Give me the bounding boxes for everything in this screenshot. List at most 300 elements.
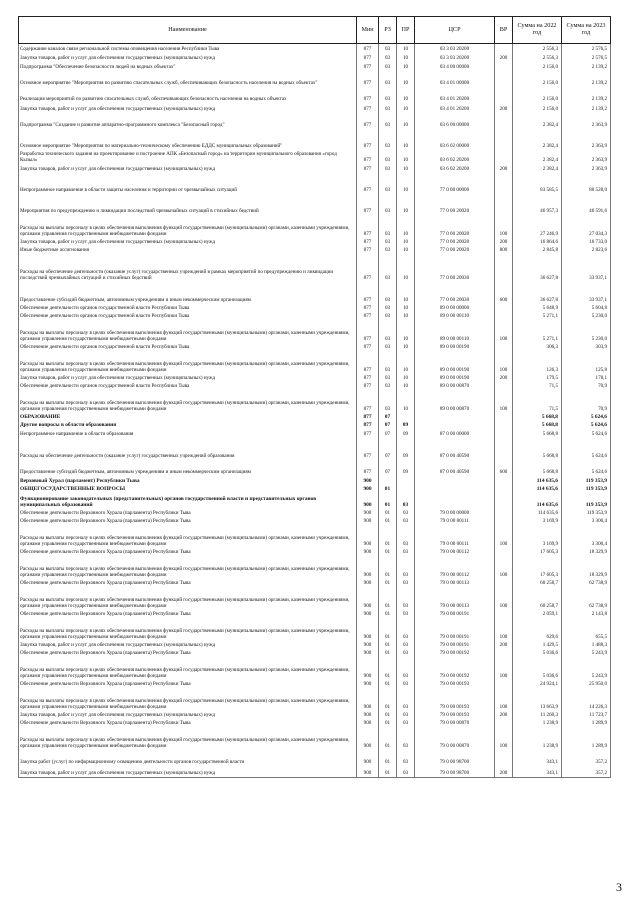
cell-pr: 10 [397,374,415,382]
cell-pr: 10 [397,343,415,351]
cell-rz: 03 [379,71,397,87]
cell-pr: 03 [397,711,415,719]
table-row [19,688,611,711]
cell-pr: 10 [397,113,415,129]
cell-sum-2022: 1 238,9 [513,727,562,750]
cell-csr: 03 3 03 20200 [415,44,495,53]
cell-vr: 200 [495,164,513,173]
col-header-sum-2023: Сумма на 2023 год [562,17,611,44]
cell-min: 900 [357,485,379,493]
cell-vr [495,343,513,351]
table-row [19,649,611,657]
cell-pr: 03 [397,579,415,587]
cell-rz: 01 [379,680,397,688]
cell-rz: 01 [379,727,397,750]
cell-min: 900 [357,525,379,548]
table-row [19,493,611,509]
table-row [19,641,611,649]
cell-csr: 77 0 00 20020 [415,246,495,254]
cell-name: Обеспечение деятельности органов государственной власти Республики Тыва [19,343,357,351]
cell-csr: 87 0 00 40590 [415,460,495,476]
cell-sum-2023: 2 576,5 [562,53,611,62]
cell-csr: 87 0 00 00000 [415,429,495,438]
cell-name: Реализация мероприятий по развитию спасательных служб, обеспечивающих безопасность населения на водных объектах [19,87,357,103]
table-row [19,421,611,429]
table-row [19,657,611,680]
cell-sum-2022: 24 924,1 [513,680,562,688]
cell-csr: 89 0 00 00870 [415,382,495,390]
cell-sum-2022: 3 169,9 [513,517,562,525]
table-row [19,610,611,618]
cell-name: Расходы на выплаты персоналу в целях обеспечения выполнения функций государственными (муниципальными) органами, казенными учреждениями, органами управления государственными внебюджетными фондами [19,657,357,680]
table-row [19,556,611,579]
cell-sum-2023: 62 738,9 [562,579,611,587]
col-header-min: Мин [357,17,379,44]
cell-rz: 03 [379,312,397,320]
cell-sum-2023: 3 300,4 [562,525,611,548]
cell-pr: 10 [397,87,415,103]
cell-min: 877 [357,246,379,254]
table-row [19,382,611,390]
cell-pr: 10 [397,304,415,312]
cell-sum-2023: 5 230,0 [562,312,611,320]
cell-vr: 800 [495,246,513,254]
cell-min: 900 [357,680,379,688]
cell-sum-2022: 27 246,9 [513,215,562,238]
cell-pr: 03 [397,649,415,657]
cell-min: 900 [357,766,379,778]
cell-csr: 03 3 03 20200 [415,53,495,62]
cell-vr: 600 [495,460,513,476]
cell-sum-2022: 2 382,4 [513,164,562,173]
cell-min: 900 [357,548,379,556]
cell-rz: 01 [379,493,397,509]
cell-sum-2022: 5 271,1 [513,320,562,343]
cell-min: 877 [357,382,379,390]
cell-sum-2023: 2 576,5 [562,44,611,53]
cell-sum-2023: 46 591,6 [562,194,611,215]
cell-sum-2022: 5 668,8 [513,413,562,421]
cell-csr: 79 0 00 00113 [415,587,495,610]
cell-pr: 10 [397,129,415,150]
cell-sum-2023: 16 733,0 [562,238,611,246]
cell-sum-2022: 60 258,7 [513,587,562,610]
cell-pr: 03 [397,587,415,610]
cell-name: Обеспечение деятельности Верховного Хурала (парламента) Республики Тыва [19,548,357,556]
cell-vr: 200 [495,103,513,113]
cell-vr: 200 [495,374,513,382]
cell-csr: 79 0 00 00193 [415,680,495,688]
cell-min: 877 [357,87,379,103]
budget-table-page [18,16,610,778]
col-header-rz: РЗ [379,17,397,44]
cell-min: 877 [357,53,379,62]
cell-sum-2022: 126,3 [513,351,562,374]
budget-table [18,16,611,778]
cell-pr: 03 [397,719,415,727]
cell-vr: 600 [495,282,513,304]
cell-rz: 03 [379,194,397,215]
cell-csr: 77 0 00 20020 [415,238,495,246]
table-row [19,351,611,374]
cell-rz: 07 [379,438,397,460]
cell-sum-2023: 119 353,9 [562,493,611,509]
cell-name: Расходы на выплаты персоналу в целях обеспечения выполнения функций государственными (муниципальными) органами, казенными учреждениями, органами управления государственными внебюджетными фондами [19,556,357,579]
table-row [19,727,611,750]
table-row [19,750,611,766]
cell-pr: 10 [397,238,415,246]
cell-vr [495,173,513,194]
cell-sum-2023: 2 139,2 [562,87,611,103]
cell-sum-2023: 2 363,9 [562,129,611,150]
col-header-pr: ПР [397,17,415,44]
cell-min: 900 [357,618,379,641]
cell-pr: 10 [397,53,415,62]
cell-min: 900 [357,641,379,649]
cell-rz: 01 [379,579,397,587]
table-row [19,766,611,778]
cell-pr: 10 [397,71,415,87]
cell-sum-2022: 114 635,6 [513,476,562,485]
page-number: 3 [616,880,622,894]
cell-sum-2023: 70,9 [562,390,611,413]
cell-min: 877 [357,62,379,71]
cell-name: Расходы на выплаты персоналу в целях обеспечения выполнения функций государственными (муниципальными) органами, казенными учреждениями, органами управления государственными внебюджетными фондами [19,320,357,343]
cell-csr: 79 0 00 98700 [415,750,495,766]
cell-rz: 01 [379,711,397,719]
cell-rz: 01 [379,517,397,525]
cell-csr: 79 0 00 98700 [415,766,495,778]
cell-min: 900 [357,727,379,750]
cell-rz: 01 [379,641,397,649]
cell-name: Предоставление субсидий бюджетным, автономным учреждениям и иным некоммерческим организациям [19,460,357,476]
cell-name: Непрограммное направление в области защиты населения и территории от чрезвычайных ситуаций [19,173,357,194]
cell-pr [397,485,415,493]
cell-name: Расходы на выплаты персоналу в целях обеспечения выполнения функций государственными (муниципальными) органами, казенными учреждениями, органами управления государственными внебюджетными фондами [19,587,357,610]
cell-csr: 77 0 00 20030 [415,254,495,282]
cell-csr [415,485,495,493]
cell-csr: 77 0 00 20020 [415,215,495,238]
cell-min: 877 [357,438,379,460]
cell-rz [379,476,397,485]
cell-sum-2023: 5 230,0 [562,320,611,343]
cell-vr [495,129,513,150]
cell-pr: 10 [397,194,415,215]
cell-sum-2023: 14 226,3 [562,688,611,711]
cell-sum-2023: 5 243,9 [562,649,611,657]
cell-vr [495,548,513,556]
cell-vr [495,493,513,509]
cell-sum-2022: 71,5 [513,382,562,390]
table-row [19,374,611,382]
cell-sum-2022: 2 845,8 [513,246,562,254]
table-row [19,87,611,103]
cell-rz: 03 [379,374,397,382]
cell-sum-2022: 17 605,3 [513,548,562,556]
cell-pr: 10 [397,312,415,320]
cell-name: Закупка товаров, работ и услуг для обеспечения государственных (муниципальных) нужд [19,164,357,173]
cell-pr: 03 [397,548,415,556]
cell-pr: 03 [397,509,415,517]
cell-name: Обеспечение деятельности органов государственной власти Республики Тыва [19,382,357,390]
cell-min: 877 [357,413,379,421]
cell-sum-2023: 5 243,9 [562,657,611,680]
cell-sum-2022: 71,5 [513,390,562,413]
cell-pr: 09 [397,438,415,460]
cell-vr: 100 [495,525,513,548]
cell-name: Расходы на выплаты персоналу в целях обеспечения выполнения функций государственными (муниципальными) органами, казенными учреждениями, органами управления государственными внебюджетными фондами [19,688,357,711]
cell-min: 877 [357,421,379,429]
cell-rz: 07 [379,421,397,429]
cell-sum-2022: 114 635,6 [513,485,562,493]
cell-min: 877 [357,71,379,87]
cell-rz: 01 [379,688,397,711]
cell-sum-2022: 5 668,8 [513,460,562,476]
cell-vr [495,62,513,71]
cell-pr: 10 [397,164,415,173]
cell-name: Верховный Хурал (парламент) Республики Тыва [19,476,357,485]
cell-pr: 10 [397,44,415,53]
cell-min: 900 [357,587,379,610]
cell-csr: 03 6 02 20200 [415,150,495,164]
cell-min: 877 [357,238,379,246]
cell-vr: 100 [495,657,513,680]
cell-rz: 01 [379,485,397,493]
cell-min: 900 [357,649,379,657]
cell-min: 877 [357,44,379,53]
cell-sum-2023: 27 034,3 [562,215,611,238]
cell-pr [397,413,415,421]
cell-sum-2023: 655,5 [562,618,611,641]
cell-pr: 03 [397,727,415,750]
cell-rz: 03 [379,87,397,103]
cell-vr [495,382,513,390]
cell-csr: 03 4 00 00000 [415,62,495,71]
cell-rz: 01 [379,509,397,517]
cell-csr: 79 0 00 00193 [415,688,495,711]
cell-sum-2022: 114 635,6 [513,493,562,509]
cell-pr: 10 [397,173,415,194]
cell-sum-2022: 60 258,7 [513,579,562,587]
cell-pr: 10 [397,150,415,164]
cell-sum-2022: 629,6 [513,618,562,641]
cell-pr: 03 [397,493,415,509]
cell-min: 900 [357,719,379,727]
cell-csr: 79 0 00 00111 [415,525,495,548]
cell-rz: 03 [379,215,397,238]
cell-csr: 87 0 00 40590 [415,438,495,460]
cell-pr: 10 [397,254,415,282]
table-row [19,460,611,476]
cell-min: 877 [357,113,379,129]
cell-vr [495,438,513,460]
cell-rz: 01 [379,556,397,579]
cell-name: Закупка товаров, работ и услуг для обеспечения государственных (муниципальных) нужд [19,238,357,246]
table-row [19,53,611,62]
cell-vr [495,649,513,657]
cell-rz: 03 [379,164,397,173]
cell-csr: 77 0 00 20030 [415,282,495,304]
cell-min: 877 [357,173,379,194]
cell-name: Расходы на выплаты персоналу в целях обеспечения выполнения функций государственными (муниципальными) органами, казенными учреждениями, органами управления государственными внебюджетными фондами [19,215,357,238]
cell-rz: 01 [379,525,397,548]
cell-rz: 07 [379,429,397,438]
cell-rz: 01 [379,766,397,778]
cell-sum-2022: 2 556,3 [513,44,562,53]
cell-sum-2023: 303,9 [562,343,611,351]
cell-min: 877 [357,351,379,374]
cell-rz: 01 [379,649,397,657]
cell-csr: 89 0 00 00190 [415,343,495,351]
table-row [19,164,611,173]
cell-sum-2022: 2 156,0 [513,103,562,113]
cell-pr: 10 [397,246,415,254]
cell-pr: 10 [397,382,415,390]
table-row [19,113,611,129]
cell-vr [495,150,513,164]
cell-vr: 200 [495,641,513,649]
cell-csr: 03 4 01 20200 [415,103,495,113]
cell-min: 877 [357,343,379,351]
cell-sum-2023: 119 353,9 [562,476,611,485]
cell-pr: 10 [397,320,415,343]
cell-sum-2023: 18 329,9 [562,556,611,579]
cell-min: 900 [357,509,379,517]
cell-rz: 03 [379,320,397,343]
cell-sum-2022: 2 156,0 [513,87,562,103]
cell-rz: 03 [379,390,397,413]
cell-name: Расходы на выплаты персоналу в целях обеспечения выполнения функций государственными (муниципальными) органами, казенными учреждениями, органами управления государственными внебюджетными фондами [19,351,357,374]
cell-vr [495,509,513,517]
cell-name: Обеспечение деятельности Верховного Хурала (парламента) Республики Тыва [19,610,357,618]
cell-pr: 03 [397,750,415,766]
cell-vr [495,485,513,493]
cell-rz: 03 [379,150,397,164]
cell-csr: 79 0 00 00191 [415,641,495,649]
cell-csr: 79 0 00 00193 [415,711,495,719]
col-header-vr: ВР [495,17,513,44]
cell-min: 877 [357,103,379,113]
cell-sum-2022: 306,3 [513,343,562,351]
cell-csr [415,413,495,421]
cell-pr: 09 [397,460,415,476]
cell-sum-2023: 80 528,0 [562,173,611,194]
cell-vr [495,413,513,421]
cell-sum-2022: 11 260,3 [513,711,562,719]
cell-rz: 01 [379,657,397,680]
cell-vr: 200 [495,238,513,246]
cell-sum-2023: 1 289,9 [562,719,611,727]
cell-name: Расходы на обеспечение деятельности (оказание услуг) государственных учреждений образования [19,438,357,460]
cell-pr: 10 [397,215,415,238]
cell-pr: 09 [397,429,415,438]
cell-rz: 03 [379,238,397,246]
cell-vr [495,312,513,320]
cell-min: 877 [357,150,379,164]
cell-vr: 100 [495,727,513,750]
cell-name: Закупка товаров, работ и услуг для обеспечения государственных (муниципальных) нужд [19,53,357,62]
cell-min: 900 [357,688,379,711]
cell-sum-2022: 5 036,6 [513,657,562,680]
table-row [19,438,611,460]
cell-csr: 77 0 00 20020 [415,194,495,215]
cell-sum-2022: 2 059,1 [513,610,562,618]
cell-sum-2023: 33 937,1 [562,254,611,282]
cell-sum-2022: 2 156,0 [513,62,562,71]
cell-rz: 03 [379,44,397,53]
cell-rz: 03 [379,382,397,390]
cell-csr: 89 0 00 00190 [415,351,495,374]
cell-csr: 79 0 00 00111 [415,517,495,525]
cell-min: 900 [357,579,379,587]
cell-vr: 200 [495,53,513,62]
cell-sum-2022: 17 605,3 [513,556,562,579]
cell-sum-2023: 5 624,6 [562,460,611,476]
cell-sum-2022: 36 627,8 [513,254,562,282]
cell-csr: 89 0 00 00190 [415,374,495,382]
cell-name: Содержание каналов связи региональной системы оповещения населения Республики Тыва [19,44,357,53]
cell-name: Основное мероприятие "Мероприятия по развитию спасательных служб, обеспечивающих безопасность населения на водных объектах" [19,71,357,87]
cell-pr [397,476,415,485]
cell-sum-2022: 5 668,8 [513,438,562,460]
cell-csr [415,421,495,429]
cell-sum-2023: 11 723,7 [562,711,611,719]
cell-name: ОБРАЗОВАНИЕ [19,413,357,421]
cell-name: Расходы на выплаты персоналу в целях обеспечения выполнения функций государственными (муниципальными) органами, казенными учреждениями, органами управления государственными внебюджетными фондами [19,390,357,413]
cell-sum-2023: 3 300,4 [562,517,611,525]
cell-sum-2022: 1 429,5 [513,641,562,649]
cell-csr: 79 0 00 00112 [415,556,495,579]
cell-vr [495,517,513,525]
cell-csr: 89 0 00 00110 [415,312,495,320]
cell-sum-2022: 5 271,1 [513,312,562,320]
cell-name: Другие вопросы в области образования [19,421,357,429]
cell-pr: 03 [397,618,415,641]
cell-min: 877 [357,194,379,215]
cell-min: 900 [357,750,379,766]
cell-csr: 79 0 00 00870 [415,719,495,727]
cell-csr: 03 4 01 00000 [415,71,495,87]
cell-pr: 10 [397,103,415,113]
cell-rz: 01 [379,719,397,727]
cell-rz: 03 [379,103,397,113]
table-row [19,579,611,587]
cell-name: Закупка товаров, работ и услуг для обеспечения государственных (муниципальных) нужд [19,711,357,719]
cell-name: Непрограммное направление в области образования [19,429,357,438]
cell-csr: 03 4 01 20200 [415,87,495,103]
cell-sum-2023: 2 363,9 [562,150,611,164]
cell-pr: 03 [397,525,415,548]
cell-rz: 03 [379,53,397,62]
cell-sum-2023: 5 624,6 [562,413,611,421]
cell-name: Подпрограмма "Обеспечение безопасности людей на водных объектах" [19,62,357,71]
cell-rz: 03 [379,113,397,129]
cell-sum-2022: 3 169,9 [513,525,562,548]
table-row [19,103,611,113]
cell-name: Обеспечение деятельности Верховного Хурала (парламента) Республики Тыва [19,719,357,727]
cell-pr: 10 [397,351,415,374]
table-row [19,304,611,312]
cell-vr [495,113,513,129]
table-row [19,587,611,610]
cell-vr: 100 [495,587,513,610]
cell-vr: 100 [495,320,513,343]
cell-vr [495,719,513,727]
cell-sum-2022: 5 036,6 [513,649,562,657]
cell-pr: 03 [397,517,415,525]
cell-rz: 03 [379,304,397,312]
cell-rz: 01 [379,610,397,618]
